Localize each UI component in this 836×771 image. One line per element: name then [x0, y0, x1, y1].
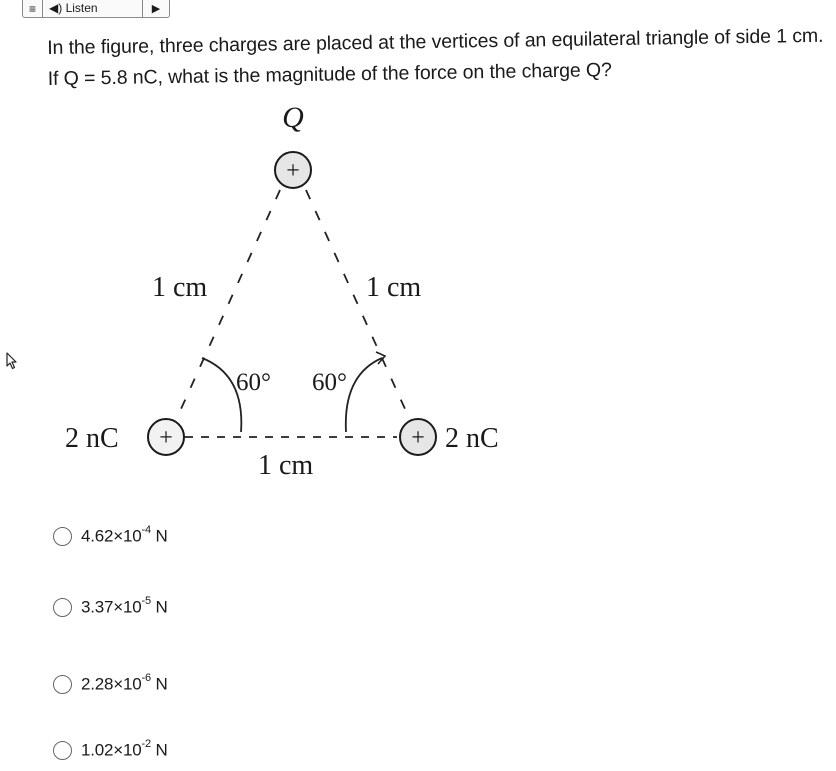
- radio-button[interactable]: [53, 527, 72, 546]
- left-angle-label: 60°: [236, 369, 271, 396]
- right-side-label: 1 cm: [366, 272, 422, 303]
- option-label: $4.62\times 10^{-4}$ N: [81, 524, 168, 546]
- top-charge-sign: +: [286, 158, 300, 184]
- option-label: $1.02\times 10^{-2}$ N: [81, 738, 168, 760]
- right-charge-sign: +: [411, 425, 425, 451]
- base-label: 1 cm: [258, 450, 314, 481]
- right-angle-arc: [346, 358, 382, 432]
- left-charge: [148, 419, 184, 455]
- left-charge-sign: +: [159, 425, 173, 451]
- left-charge-label: 2 nC: [65, 423, 119, 454]
- option-c[interactable]: [53, 674, 168, 695]
- menu-icon[interactable]: ≡: [23, 0, 43, 17]
- speaker-icon: ◀): [49, 1, 66, 15]
- option-d[interactable]: [53, 740, 168, 761]
- option-label: $3.37\times 10^{-5}$ N: [81, 595, 168, 617]
- right-charge-label: 2 nC: [445, 423, 499, 454]
- radio-button[interactable]: [53, 675, 72, 694]
- right-angle-label: 60°: [312, 369, 347, 396]
- play-icon[interactable]: ▶: [151, 3, 161, 15]
- left-side-label: 1 cm: [152, 272, 208, 303]
- option-b[interactable]: [53, 597, 168, 618]
- radio-button[interactable]: [53, 598, 72, 617]
- right-charge: [400, 419, 436, 455]
- question-text: In the figure, three charges are placed at the vertices of an equilateral triangle of side 1 cm. If Q = 5.8 nC, what is the magnitude of the force on the charge Q?: [47, 24, 824, 90]
- option-a[interactable]: [53, 526, 168, 547]
- top-charge: [275, 152, 311, 188]
- option-label: $2.28\times 10^{-6}$ N: [81, 672, 168, 694]
- top-charge-label: Q: [282, 101, 304, 134]
- listen-label: Listen: [65, 1, 98, 15]
- radio-button[interactable]: [53, 741, 72, 760]
